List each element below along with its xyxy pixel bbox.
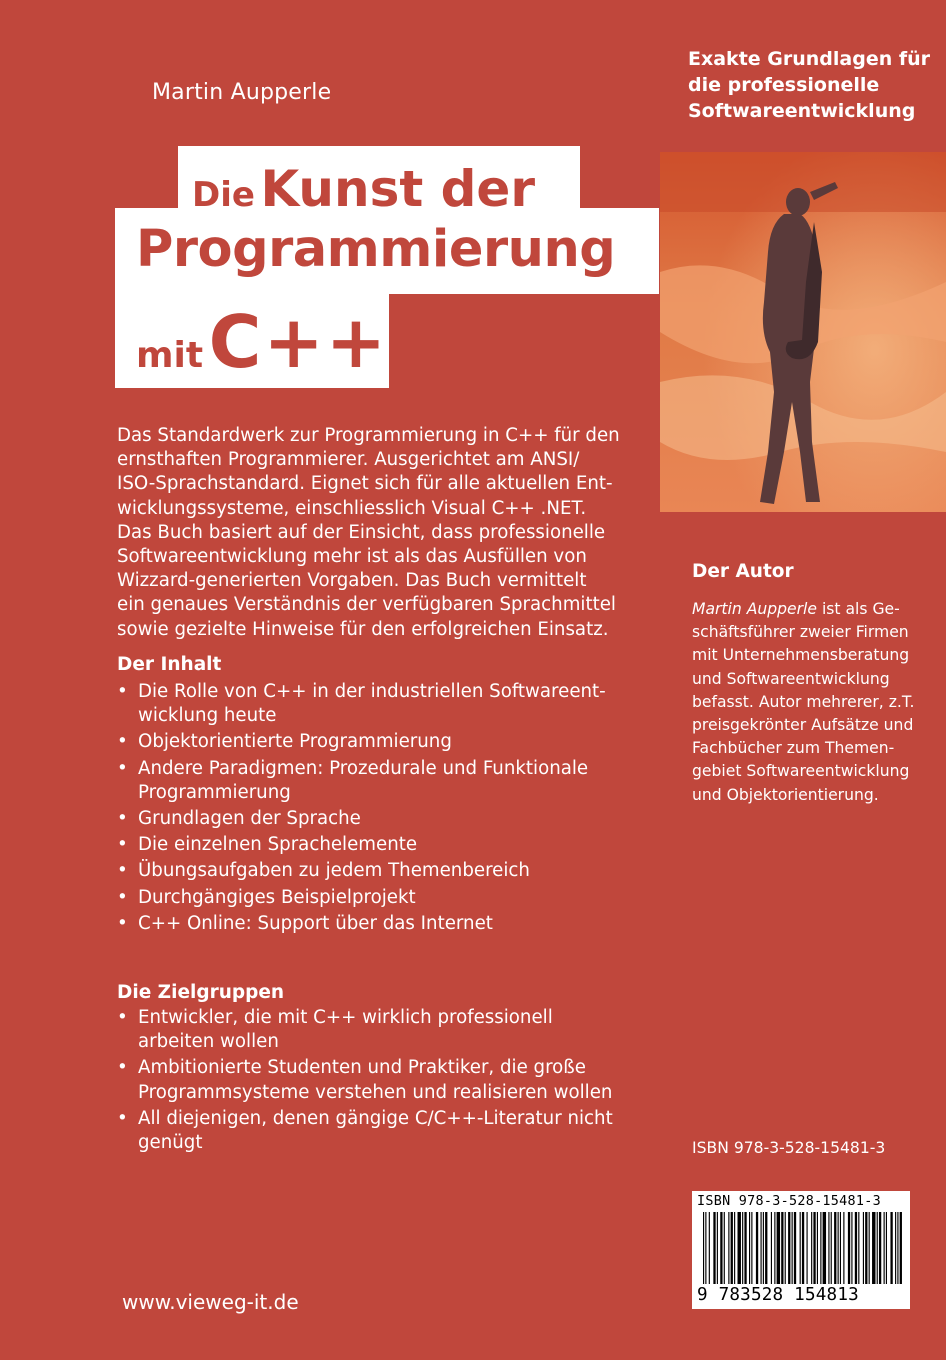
inhalt-list — [117, 680, 606, 938]
title-mit: mit — [136, 335, 204, 376]
isbn-text: ISBN 978-3-528-15481-3 — [692, 1139, 886, 1157]
bio-line: gebiet Softwareentwicklung — [692, 762, 910, 781]
barcode-isbn-label: ISBN 978-3-528-15481-3 — [697, 1194, 881, 1209]
cover-photo — [660, 152, 946, 512]
bio-line: Fachbücher zum Themen- — [692, 739, 895, 758]
title-kunst-der: Kunst der — [260, 160, 536, 218]
author-bio — [692, 598, 914, 807]
inhalt-heading: Der Inhalt — [117, 654, 222, 675]
author-name: Martin Aupperle — [152, 80, 332, 105]
title-die: Die — [192, 175, 255, 215]
title-line1 — [192, 160, 535, 218]
bio-line: befasst. Autor mehrerer, z.T. — [692, 692, 915, 711]
list-item: • Grundlagen der Sprache — [117, 807, 606, 831]
tagline-line: die professionelle — [688, 74, 880, 96]
intro-text — [117, 424, 637, 642]
zielgruppen-list — [117, 1006, 613, 1157]
title-line3 — [136, 300, 388, 384]
title-line2: Programmierung — [136, 220, 616, 279]
intro-line: ernsthaften Programmierer. Ausgerichtet am ANSI/ — [117, 449, 580, 471]
saxophone-player-image — [660, 152, 946, 512]
bio-line: mit Unternehmensberatung — [692, 646, 910, 665]
barcode-digits — [697, 1285, 859, 1305]
intro-line: Softwareentwicklung mehr ist als das Ausfüllen von — [117, 546, 587, 568]
bio-line: Martin Aupperle ist als Ge- — [692, 600, 900, 618]
intro-line: wicklungssysteme, einschliesslich Visual C++ .NET. — [117, 497, 587, 519]
intro-line: Das Standardwerk zur Programmierung in C++ für den — [117, 425, 620, 446]
intro-line: Wizzard-generierten Vorgaben. Das Buch vermittelt — [117, 570, 587, 592]
bio-author-name: Martin Aupperle — [692, 600, 817, 618]
barcode-first-digit: 9 — [697, 1285, 708, 1305]
list-item: • Objektorientierte Programmierung — [117, 730, 606, 754]
list-item: • Die einzelnen Sprachelemente — [117, 833, 606, 857]
tagline-line: Exakte Grundlagen für — [688, 48, 931, 70]
list-item: • Übungsaufgaben zu jedem Themenbereich — [117, 859, 606, 883]
zielgruppen-heading: Die Zielgruppen — [117, 982, 285, 1003]
list-item: • Andere Paradigmen: Prozedurale und Funktionale Programmierung — [117, 757, 606, 805]
intro-line: Das Buch basiert auf der Einsicht, dass professionelle — [117, 521, 606, 543]
barcode-group1: 783528 — [718, 1285, 784, 1305]
list-item: • C++ Online: Support über das Internet — [117, 912, 606, 936]
list-item: • Die Rolle von C++ in der industriellen Softwareent- wicklung heute — [117, 680, 606, 728]
list-item: • Ambitionierte Studenten und Praktiker, die große Programmsysteme verstehen und realisieren wollen — [117, 1056, 613, 1104]
list-item: • All diejenigen, denen gängige C/C++-Literatur nicht genügt — [117, 1107, 613, 1155]
bio-line: und Softwareentwicklung — [692, 669, 890, 688]
barcode-bars — [697, 1212, 907, 1284]
bio-line: und Objektorientierung. — [692, 785, 879, 804]
barcode-group2: 154813 — [794, 1285, 859, 1305]
intro-line: ISO-Sprachstandard. Eignet sich für alle aktuellen Ent- — [117, 473, 613, 495]
publisher-website: www.vieweg-it.de — [122, 1290, 299, 1314]
list-item: • Durchgängiges Beispielprojekt — [117, 886, 606, 910]
title-cpp: C++ — [208, 300, 389, 384]
tagline-line: Softwareentwicklung — [688, 100, 916, 122]
bio-line: schäftsführer zweier Firmen — [692, 623, 909, 642]
intro-line: sowie gezielte Hinweise für den erfolgreichen Einsatz. — [117, 618, 609, 640]
bio-line: preisgekrönter Aufsätze und — [692, 716, 914, 735]
intro-line: ein genaues Verständnis der verfügbaren Sprachmittel — [117, 594, 616, 616]
list-item: • Entwickler, die mit C++ wirklich professionell arbeiten wollen — [117, 1006, 613, 1054]
autor-heading: Der Autor — [692, 561, 794, 582]
tagline — [688, 46, 930, 124]
